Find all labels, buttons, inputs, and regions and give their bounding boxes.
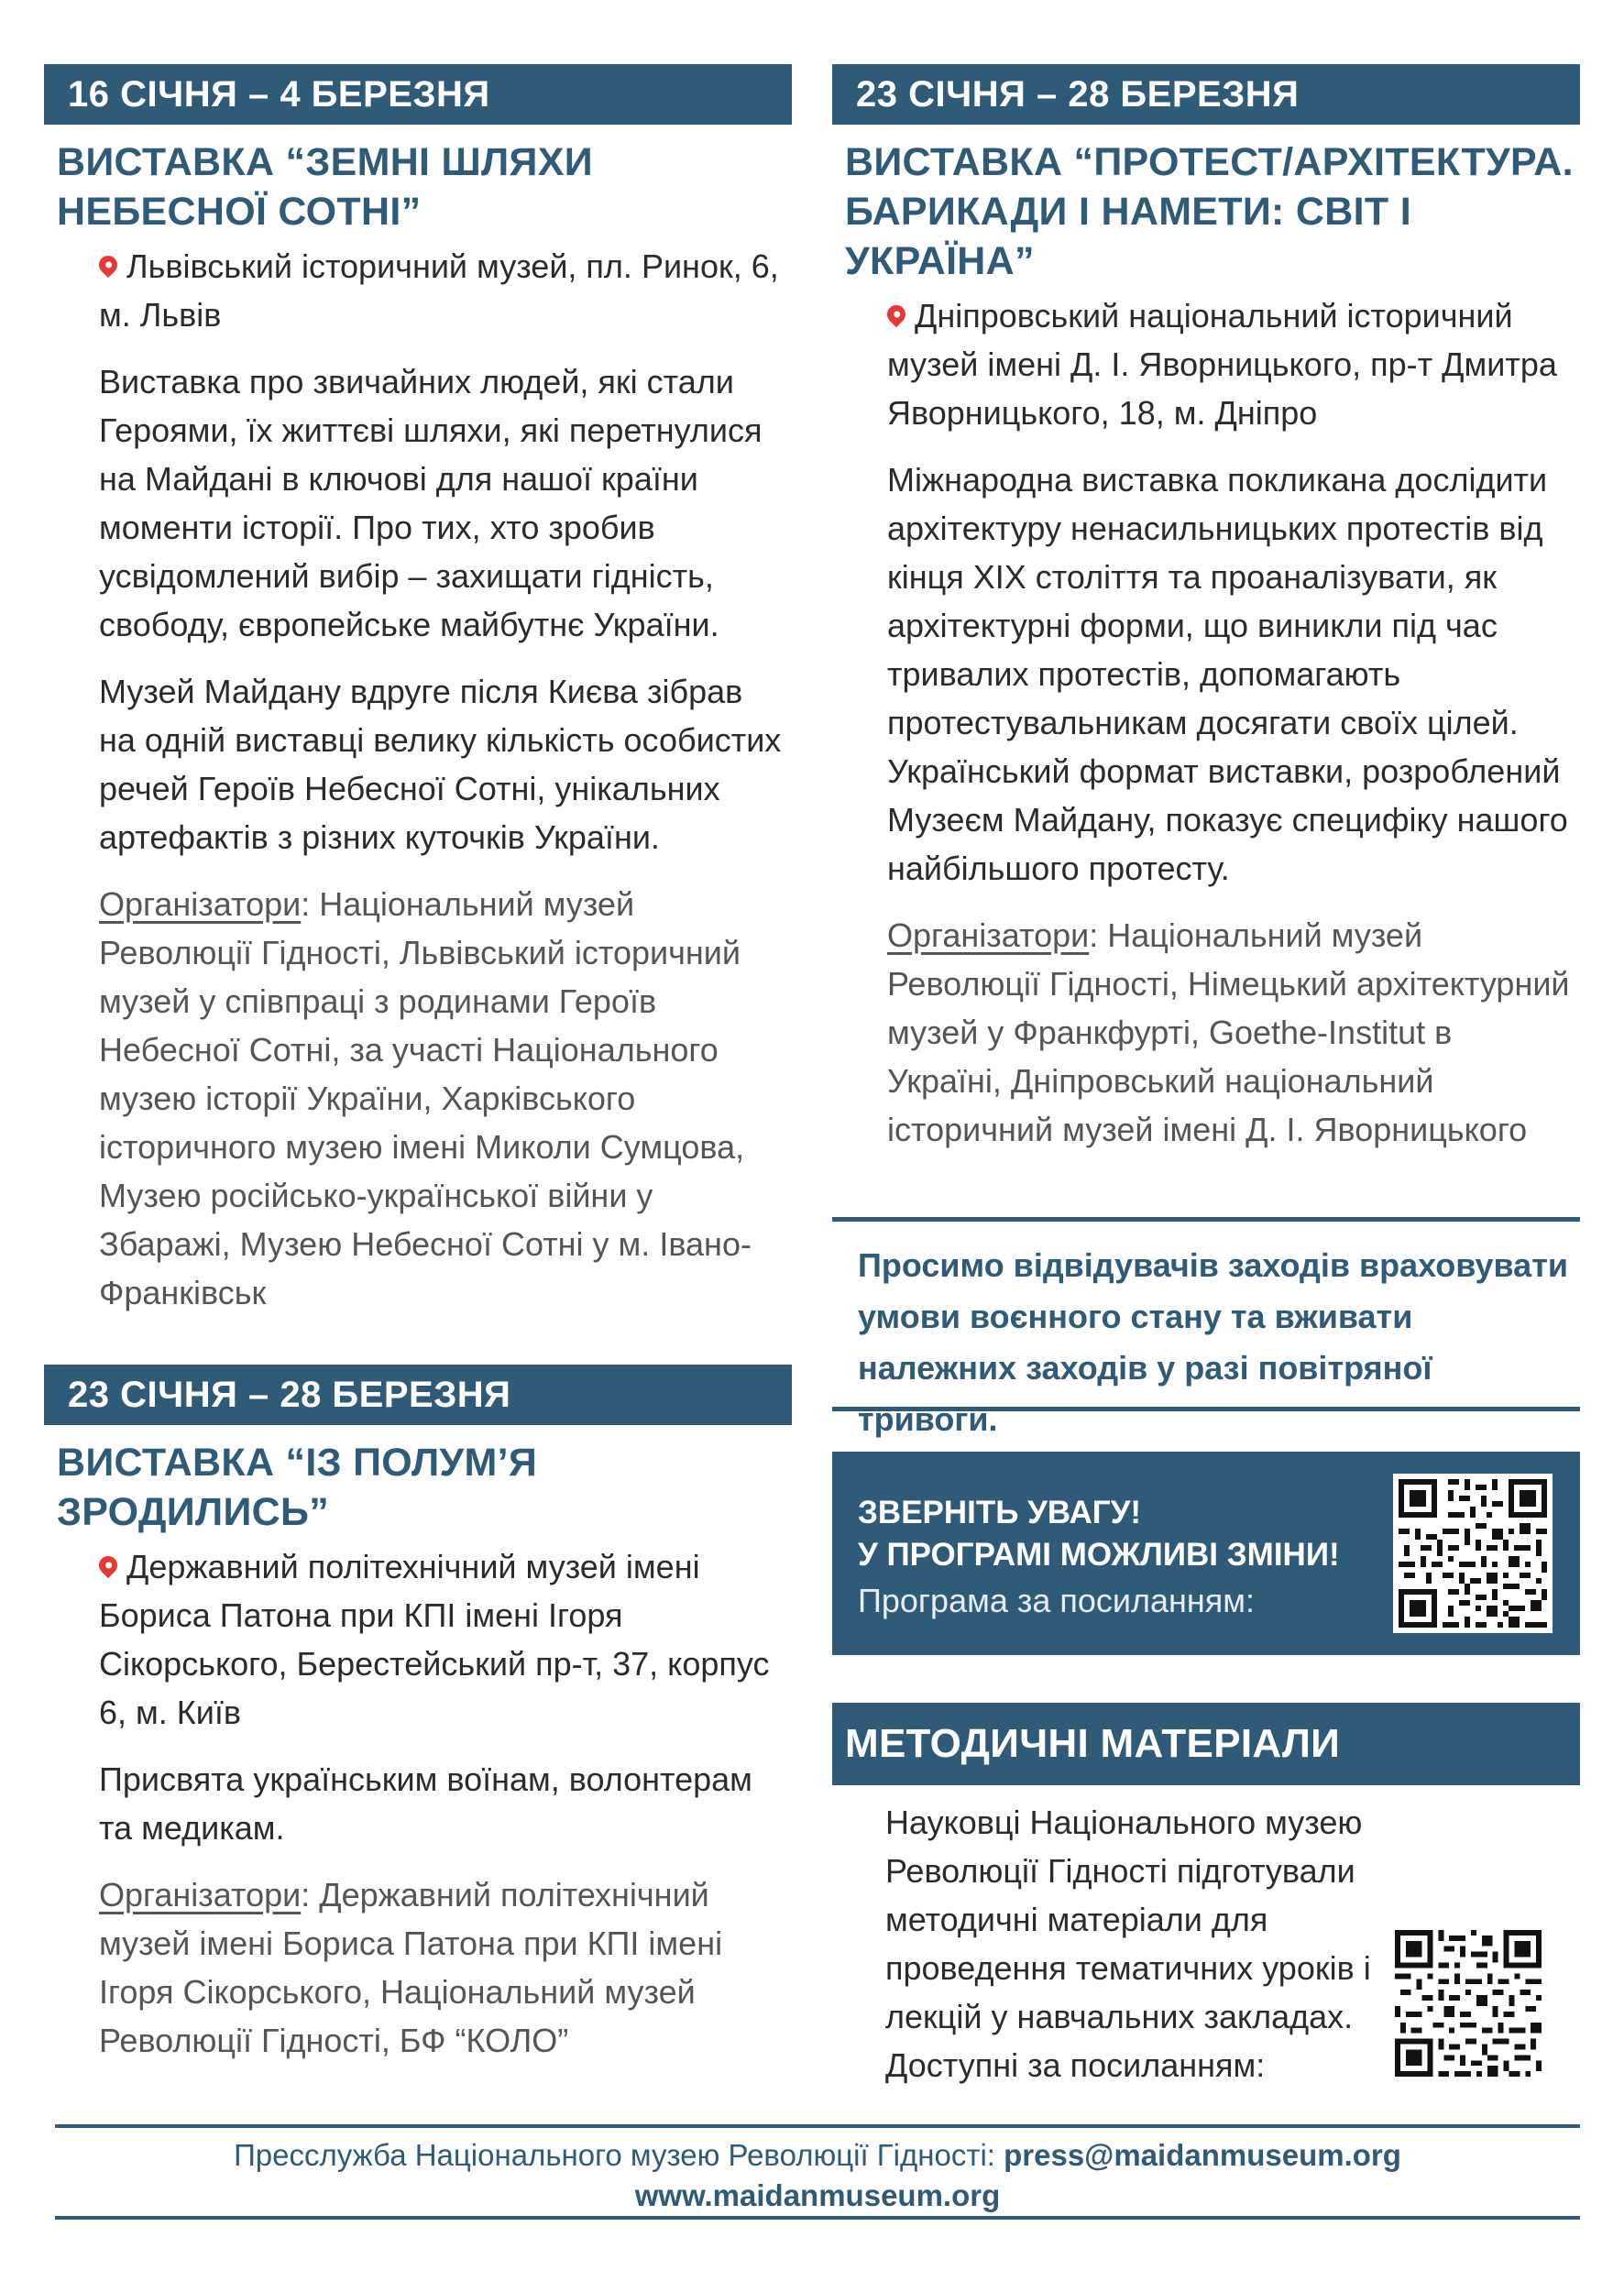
program-link-label: Програма за посиланням: [858, 1582, 1256, 1619]
qr-code-icon[interactable] [1389, 1925, 1547, 2082]
notice-text: Просимо відвідувачів заходів враховувати умови воєнного стану та вживати належних заходів у разі повітряної тривоги. [858, 1246, 1568, 1438]
press-email-link[interactable]: press@maidanmuseum.org [1004, 2138, 1401, 2172]
attention-heading: ЗВЕРНІТЬ УВАГУ! [858, 1495, 1142, 1530]
event-title: ВИСТАВКА “ЗЕМНІ ШЛЯХИ НЕБЕСНОЇ СОТНІ” [57, 140, 593, 234]
methods-text: Науковці Національного музею Революції Гідності підготували методичні матеріали для проведення тематичних уроків і лекцій у навчальних закладах. Доступні за посиланням: [885, 1804, 1371, 2084]
footer [55, 2124, 1580, 2220]
event-dates: 16 СІЧНЯ – 4 БЕРЕЗНЯ [44, 64, 792, 125]
program-changes-box [832, 1452, 1580, 1655]
event-dates: 23 СІЧНЯ – 28 БЕРЕЗНЯ [44, 1365, 792, 1425]
event-card [44, 1365, 792, 2065]
event-description: Міжнародна виставка покликана дослідити архітектуру ненасильницьких протестів від кінця XIX століття та проаналізувати, як архітектурні форми, що виникли під час тривалих протестів, допомагають протестувальникам досягати своїх цілей. Український формат виставки, розроблений Музеєм Майдану, показує специфіку нашого найбільшого протесту. [887, 461, 1568, 887]
organizers-label: Організатори [99, 885, 302, 923]
event-card [832, 64, 1580, 1154]
event-organizers: Організатори: Національний музей Революції Гідності, Львівський історичний музей у співпраці з родинами Героїв Небесної Сотні, за участі Національного музею історії України, Харківського історичного музею імені Миколи Сумцова, Музею російсько-української війни у Збаражі, Музею Небесної Сотні у м. Івано-Франківськ [99, 885, 752, 1311]
event-description: Виставка про звичайних людей, які стали Героями, їх життєві шляхи, які перетнулися на Майдані в ключові для нашої країни моменти історії. Про тих, хто зробив усвідомлений вибір – захищати гідність, свободу, європейське майбутнє України. [99, 363, 763, 643]
event-location: Державний політехнічний музей імені Бориса Патона при КПІ імені Ігоря Сікорського, Берестейський пр-т, 37, корпус 6, м. Київ [99, 1542, 783, 1737]
organizers-label: Організатори [99, 1876, 302, 1914]
event-title: ВИСТАВКА “ПРОТЕСТ/АРХІТЕКТУРА. БАРИКАДИ І НАМЕТИ: СВІТ І УКРАЇНА” [845, 140, 1574, 283]
event-organizers: Організатори: Державний політехнічний музей імені Бориса Патона при КПІ імені Ігоря Сікорського, Національний музей Революції Гідності, БФ “КОЛО” [99, 1876, 723, 2059]
organizers-label: Організатори [887, 916, 1090, 954]
attention-subheading: У ПРОГРАМІ МОЖЛИВІ ЗМІНИ! [858, 1537, 1340, 1573]
left-column [44, 64, 792, 2065]
event-description: Присвята українським воїнам, волонтерам та медикам. [99, 1760, 752, 1847]
event-description: Музей Майдану вдруге після Києва зібрав на одній виставці велику кількість особистих речей Героїв Небесної Сотні, унікальних артефактів з різних куточків України. [99, 673, 782, 856]
location-pin-icon [883, 302, 909, 327]
event-location: Дніпровський національний історичний музей імені Д. І. Яворницького, пр-т Дмитра Яворницького, 18, м. Дніпро [887, 291, 1571, 437]
right-column [832, 64, 1580, 1154]
methods-heading: МЕТОДИЧНІ МАТЕРІАЛИ [832, 1703, 1580, 1785]
location-pin-icon [95, 252, 121, 278]
qr-code-icon[interactable] [1393, 1474, 1553, 1633]
air-raid-notice [832, 1217, 1580, 1438]
location-pin-icon [95, 1552, 121, 1578]
event-title: ВИСТАВКА “ІЗ ПОЛУМ’Я ЗРОДИЛИСЬ” [57, 1441, 538, 1534]
website-link[interactable]: www.maidanmuseum.org [634, 2178, 1001, 2212]
event-location: Львівський історичний музей, пл. Ринок, 6, м. Львів [99, 242, 783, 339]
press-contact [55, 2128, 1580, 2176]
event-organizers: Організатори: Національний музей Революції Гідності, Німецький архітектурний музей у Франкфурті, Goethe-Institut в Україні, Дніпровський національний історичний музей імені Д. І. Яворницького [887, 916, 1570, 1148]
press-label: Пресслужба Національного музею Революції Гідності: [234, 2138, 1004, 2172]
event-dates: 23 СІЧНЯ – 28 БЕРЕЗНЯ [832, 64, 1580, 125]
event-card [44, 64, 792, 1317]
